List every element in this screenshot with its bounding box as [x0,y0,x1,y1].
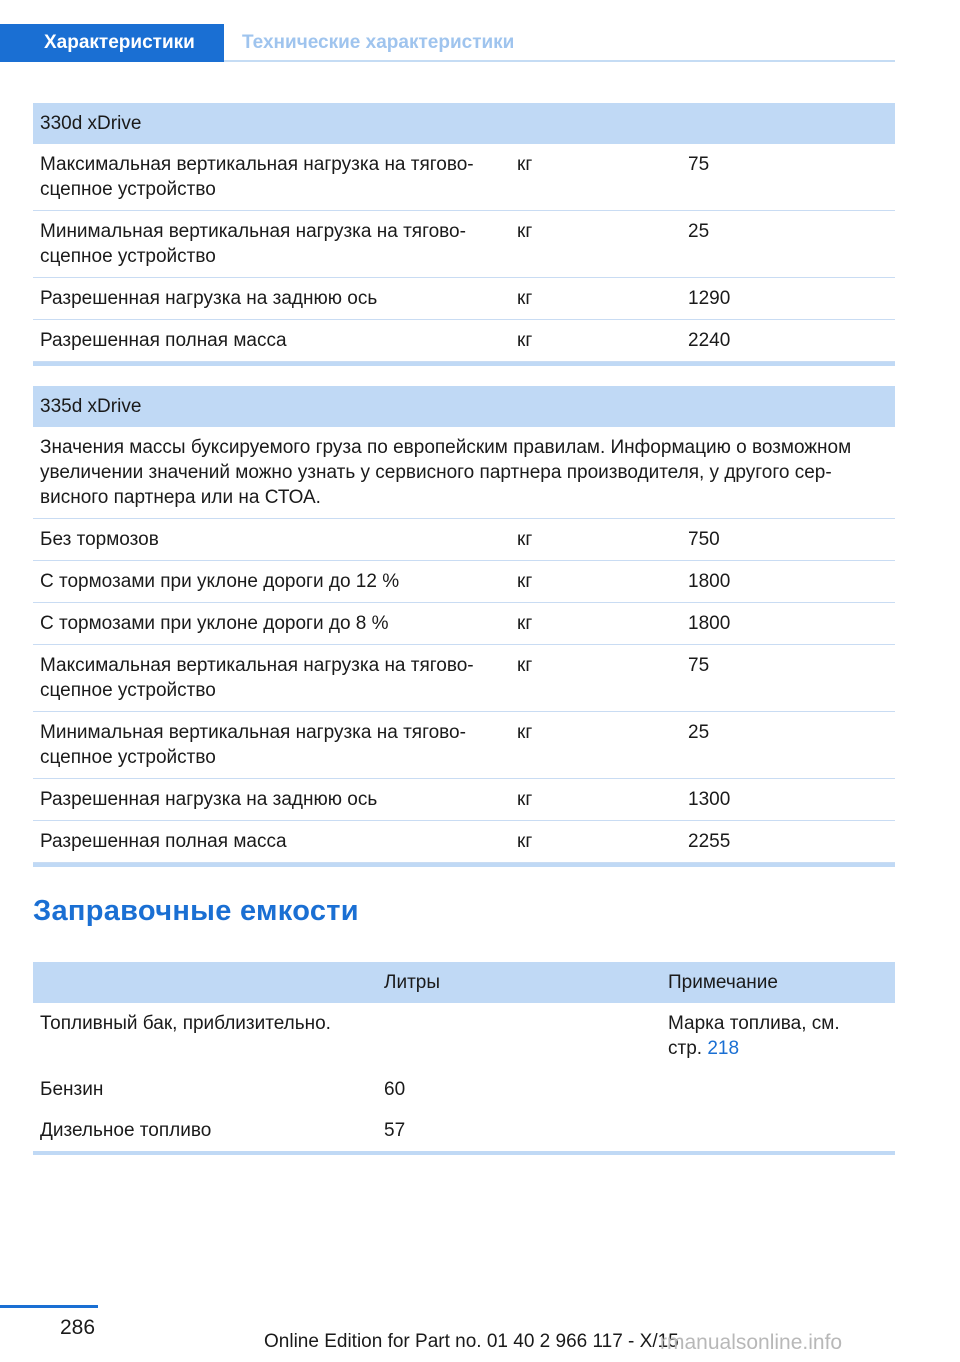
table-row [33,320,895,362]
row-label: Минимальная вертикальная нагрузка на тягово- сцепное устройство [40,221,466,267]
header-empty [33,962,378,1003]
table-note-row [33,427,895,519]
row-liters: 57 [384,1120,406,1141]
edition-text: Online Edition for Part no. 01 40 2 966 117 - X/15 [264,1331,679,1352]
table-note: Значения массы буксируемого груза по европейским правилам. Информацию о возможном увеличении значений можно узнать у сервисного партнера производителя, у другого сер-висного партнера или на СТОА. [40,437,852,508]
table-row [33,519,895,561]
table-row [33,712,895,779]
table-row [33,645,895,712]
row-label: Без тормозов [40,529,159,550]
table-header [33,386,895,427]
col-liters: Литры [384,972,441,993]
row-unit: кг [517,722,533,743]
table-330d [33,103,895,366]
capacities-table [33,962,895,1155]
table-row [33,278,895,320]
row-value: 75 [688,655,710,676]
row-value: 1800 [688,613,731,634]
row-note [660,1110,895,1151]
row-unit: кг [517,655,533,676]
section-tab[interactable]: Технические характеристики [242,32,515,53]
row-label: Разрешенная полная масса [40,330,287,351]
row-label: Бензин [40,1079,104,1100]
header-rule [224,60,895,62]
table-end-bar [33,362,895,366]
row-note [660,1069,895,1110]
fuel-tank-note-text: Марка топлива, см. [668,1013,840,1034]
row-label: Максимальная вертикальная нагрузка на тягово- сцепное устройство [40,655,474,701]
table-row [33,211,895,278]
page-header [0,24,895,62]
page-number: 286 [60,1316,96,1339]
fuel-tank-note [660,1003,895,1069]
page-reference-link[interactable]: 218 [707,1038,740,1059]
row-value: 1800 [688,571,731,592]
table-row [33,779,895,821]
table-end-bar [33,1151,895,1155]
col-note: Примечание [668,972,778,993]
row-value: 25 [688,221,710,242]
table-row [33,603,895,645]
row-value: 2255 [688,831,731,852]
row-label: С тормозами при уклоне дороги до 12 % [40,571,400,592]
row-value: 1300 [688,789,731,810]
row-label: Минимальная вертикальная нагрузка на тягово- сцепное устройство [40,722,466,768]
table-header [33,962,895,1003]
row-label: С тормозами при уклоне дороги до 8 % [40,613,389,634]
row-liters: 60 [384,1079,406,1100]
row-unit: кг [517,221,533,242]
row-unit: кг [517,571,533,592]
table-title: 335d xDrive [40,396,142,417]
row-value: 25 [688,722,710,743]
row-unit: кг [517,831,533,852]
row-value: 2240 [688,330,731,351]
fuel-tank-liters [378,1003,660,1069]
row-label: Разрешенная нагрузка на заднюю ось [40,789,378,810]
row-unit: кг [517,529,533,550]
table-header [33,103,895,144]
table-row [33,144,895,211]
row-unit: кг [517,154,533,175]
row-label: Разрешенная нагрузка на заднюю ось [40,288,378,309]
row-value: 75 [688,154,710,175]
chapter-tab[interactable]: Характеристики [0,24,224,62]
section-title: Заправочные емкости [33,895,359,927]
table-row [33,561,895,603]
table-row [33,821,895,863]
table-335d [33,386,895,867]
table-row [33,1110,895,1151]
row-unit: кг [517,613,533,634]
row-value: 1290 [688,288,731,309]
fuel-tank-label: Топливный бак, приблизительно. [40,1013,331,1034]
table-row [33,1069,895,1110]
row-unit: кг [517,789,533,810]
table-end-bar [33,863,895,867]
fuel-tank-note-prefix: стр. [668,1038,703,1059]
row-value: 750 [688,529,720,550]
row-label: Дизельное топливо [40,1120,212,1141]
table-title: 330d xDrive [40,113,142,134]
row-unit: кг [517,330,533,351]
row-unit: кг [517,288,533,309]
row-label: Максимальная вертикальная нагрузка на тягово- сцепное устройство [40,154,474,200]
table-row [33,1003,895,1069]
watermark: rmanualsonline.info [660,1331,843,1354]
footer-rule [0,1305,98,1308]
row-label: Разрешенная полная масса [40,831,287,852]
